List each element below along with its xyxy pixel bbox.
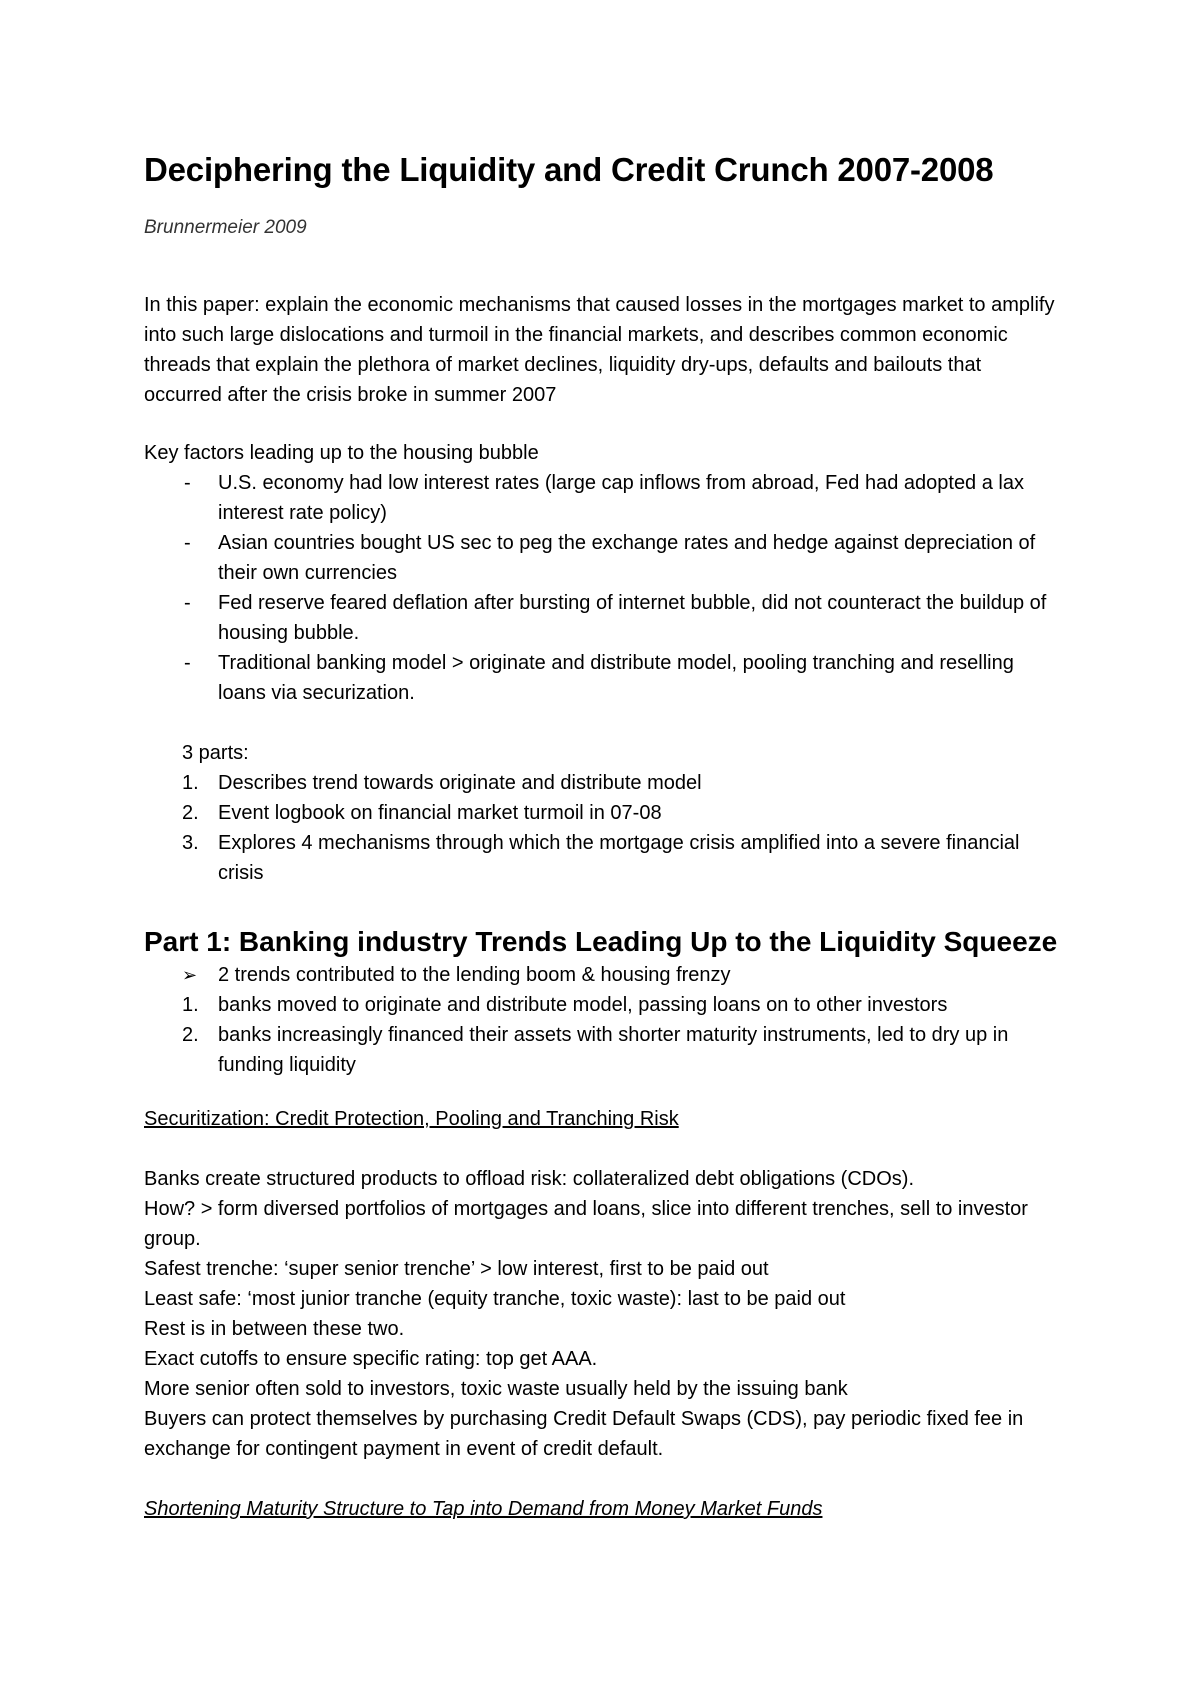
list-item-text: Event logbook on financial market turmoil in 07-08 xyxy=(218,802,662,824)
dash-marker: - xyxy=(184,472,191,494)
number-marker: 2. xyxy=(182,1024,199,1046)
list-item-text: Explores 4 mechanisms through which the mortgage crisis amplified into a severe financial crisis xyxy=(218,832,1020,884)
list-item-text: banks moved to originate and distribute model, passing loans on to other investors xyxy=(218,994,948,1016)
list-item-text: U.S. economy had low interest rates (large cap inflows from abroad, Fed had adopted a lax interest rate policy) xyxy=(218,472,1024,524)
list-item-text: Fed reserve feared deflation after bursting of internet bubble, did not counteract the buildup of housing bubble. xyxy=(218,592,1047,644)
body-line: Banks create structured products to offload risk: collateralized debt obligations (CDOs). xyxy=(144,1168,914,1190)
list-item xyxy=(144,990,1064,1020)
list-item xyxy=(144,768,1064,798)
list-item xyxy=(144,588,1064,648)
intro-paragraph: In this paper: explain the economic mechanisms that caused losses in the mortgages market to amplify into such large dislocations and turmoil in the financial markets, and describes common economic threads that explain the plethora of market declines, liquidity dry-ups, defaults and bailouts that occurred after the crisis broke in summer 2007 xyxy=(144,294,1055,406)
document-title: Deciphering the Liquidity and Credit Crunch 2007-2008 xyxy=(144,151,994,188)
list-item-text: Traditional banking model > originate and distribute model, pooling tranching and reselling loans via securization. xyxy=(218,652,1014,704)
dash-marker: - xyxy=(184,532,191,554)
list-item-text: Asian countries bought US sec to peg the exchange rates and hedge against depreciation of their own currencies xyxy=(218,532,1036,584)
key-factors-heading: Key factors leading up to the housing bubble xyxy=(144,442,539,464)
body-line: Rest is in between these two. xyxy=(144,1318,405,1340)
securitization-body xyxy=(144,1164,1064,1464)
list-item xyxy=(144,828,1064,888)
list-item xyxy=(144,648,1064,708)
number-marker: 3. xyxy=(182,832,199,854)
body-line: Safest trenche: ‘super senior trenche’ > low interest, first to be paid out xyxy=(144,1258,769,1280)
part1-heading: Part 1: Banking industry Trends Leading Up to the Liquidity Squeeze xyxy=(144,926,1058,957)
arrow-bullet-icon: ➢ xyxy=(182,965,198,985)
body-line: Buyers can protect themselves by purchasing Credit Default Swaps (CDS), pay periodic fixed fee in exchange for contingent payment in event of credit default. xyxy=(144,1408,1024,1460)
number-marker: 2. xyxy=(182,802,199,824)
document-body xyxy=(144,150,1064,1524)
body-line: Exact cutoffs to ensure specific rating: top get AAA. xyxy=(144,1348,598,1370)
parts-heading: 3 parts: xyxy=(182,742,249,764)
list-item xyxy=(144,468,1064,528)
dash-marker: - xyxy=(184,592,191,614)
list-item-text: Describes trend towards originate and distribute model xyxy=(218,772,702,794)
list-item-text: 2 trends contributed to the lending boom & housing frenzy xyxy=(218,964,731,986)
parts-list xyxy=(144,768,1064,888)
securitization-heading: Securitization: Credit Protection, Pooling and Tranching Risk xyxy=(144,1108,679,1130)
document-author: Brunnermeier 2009 xyxy=(144,217,307,238)
shortening-maturity-heading: Shortening Maturity Structure to Tap into Demand from Money Market Funds xyxy=(144,1498,823,1520)
body-line: Least safe: ‘most junior tranche (equity tranche, toxic waste): last to be paid out xyxy=(144,1288,846,1310)
part1-list xyxy=(144,960,1064,1080)
list-item xyxy=(144,960,1064,990)
key-factors-list xyxy=(144,468,1064,708)
body-line: How? > form diversed portfolios of mortgages and loans, slice into different trenches, sell to investor group. xyxy=(144,1198,1028,1250)
list-item xyxy=(144,1020,1064,1080)
list-item-text: banks increasingly financed their assets with shorter maturity instruments, led to dry up in funding liquidity xyxy=(218,1024,1009,1076)
list-item xyxy=(144,798,1064,828)
body-line: More senior often sold to investors, toxic waste usually held by the issuing bank xyxy=(144,1378,848,1400)
list-item xyxy=(144,528,1064,588)
number-marker: 1. xyxy=(182,994,199,1016)
number-marker: 1. xyxy=(182,772,199,794)
dash-marker: - xyxy=(184,652,191,674)
